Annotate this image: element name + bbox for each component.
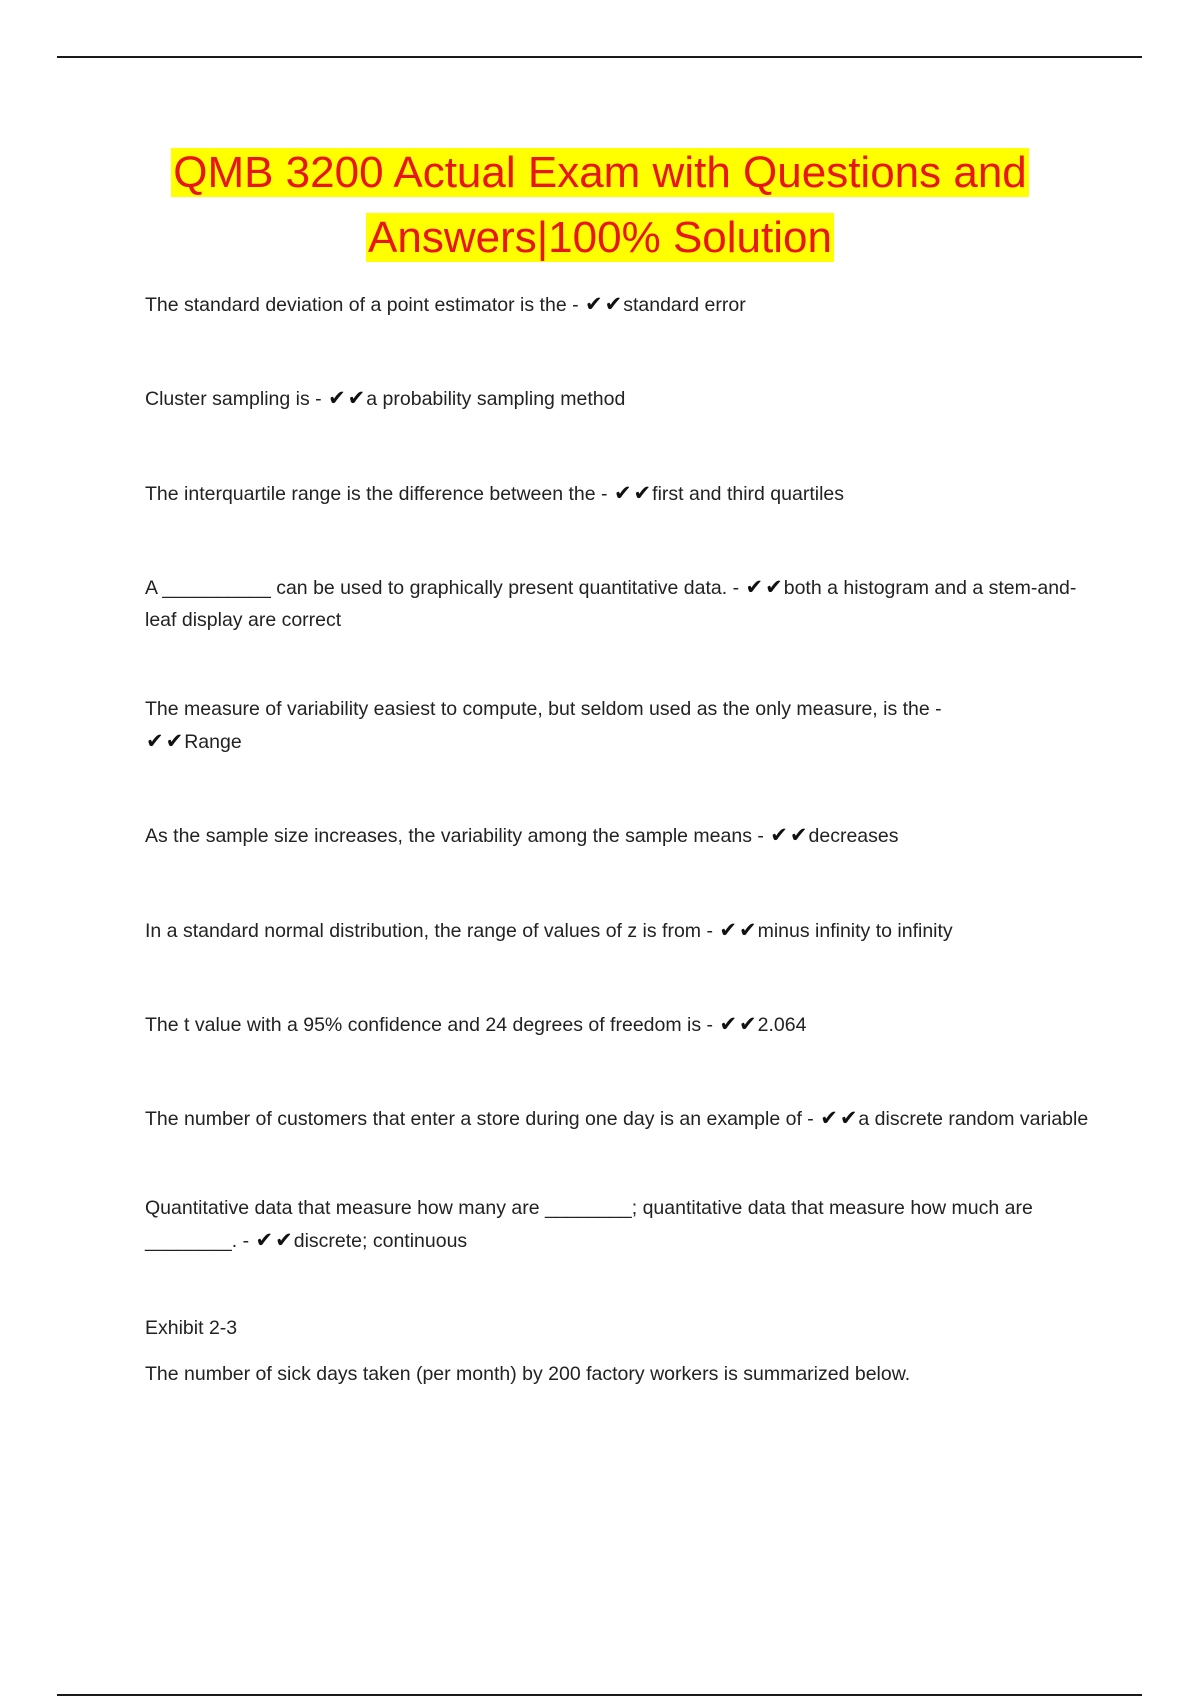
check-icon: ✔ (745, 575, 764, 599)
title-line-2: Answers|100% Solution (368, 213, 832, 262)
qa-item (145, 1192, 1090, 1257)
answer-text: 2.064 (757, 1014, 807, 1036)
check-icon: ✔ (165, 729, 184, 753)
answer-text: decreases (808, 825, 899, 847)
exhibit-text: The number of sick days taken (per month) by 200 factory workers is summarized below. (145, 1363, 911, 1385)
answer-text: both a histogram and a stem-and-leaf display are correct (145, 577, 1077, 631)
check-icon: ✔ (739, 1012, 757, 1036)
qa-item (145, 693, 1090, 758)
question-text: In a standard normal distribution, the range of values of z is from - (145, 920, 713, 942)
qa-list (145, 288, 1090, 1390)
document-title (100, 140, 1100, 270)
qa-item (145, 477, 1090, 510)
title-line-1: QMB 3200 Actual Exam with Questions and (173, 148, 1027, 197)
check-icon: ✔ (738, 918, 757, 942)
answer-text: Range (184, 731, 242, 753)
check-icon: ✔ (255, 1228, 274, 1252)
question-text: The standard deviation of a point estimator is the - (145, 294, 579, 316)
check-icon: ✔ (328, 386, 346, 410)
check-icon: ✔ (839, 1106, 858, 1130)
qa-item (145, 1102, 1090, 1135)
answer-text: discrete; continuous (293, 1230, 468, 1252)
answer-text: standard error (623, 294, 746, 316)
check-icon: ✔ (789, 823, 808, 847)
qa-item (145, 914, 1090, 947)
question-text: The number of customers that enter a store during one day is an example of - (145, 1108, 814, 1130)
top-rule (57, 56, 1142, 58)
check-icon: ✔ (275, 1228, 293, 1252)
check-icon: ✔ (146, 729, 164, 753)
check-icon: ✔ (347, 386, 366, 410)
answer-text: minus infinity to infinity (757, 920, 953, 942)
question-text: The measure of variability easiest to compute, but seldom used as the only measure, is the - (145, 698, 942, 720)
answer-text: a discrete random variable (858, 1108, 1089, 1130)
check-icon: ✔ (765, 575, 783, 599)
check-icon: ✔ (604, 292, 623, 316)
question-text: A __________ can be used to graphically present quantitative data. - (145, 577, 740, 599)
bottom-rule (57, 1694, 1142, 1696)
check-icon: ✔ (613, 481, 632, 505)
answer-text: a probability sampling method (366, 388, 626, 410)
check-icon: ✔ (719, 918, 737, 942)
qa-item (145, 288, 1090, 321)
answer-text: first and third quartiles (652, 483, 844, 505)
qa-item (145, 1008, 1090, 1041)
check-icon: ✔ (633, 481, 652, 505)
question-text: The interquartile range is the difference between the - (145, 483, 608, 505)
check-icon: ✔ (770, 823, 788, 847)
question-text: Quantitative data that measure how many are ________; quantitative data that measure how much are ________. - (145, 1197, 1033, 1252)
qa-item (145, 819, 1090, 852)
question-text: As the sample size increases, the variability among the sample means - (145, 825, 764, 847)
check-icon: ✔ (820, 1106, 838, 1130)
question-text: Cluster sampling is - (145, 388, 322, 410)
exhibit-label: Exhibit 2-3 (145, 1317, 238, 1339)
question-text: The t value with a 95% confidence and 24 degrees of freedom is - (145, 1014, 714, 1036)
check-icon: ✔ (719, 1012, 738, 1036)
check-icon: ✔ (585, 292, 603, 316)
qa-item (145, 571, 1090, 636)
qa-item (145, 382, 1090, 415)
